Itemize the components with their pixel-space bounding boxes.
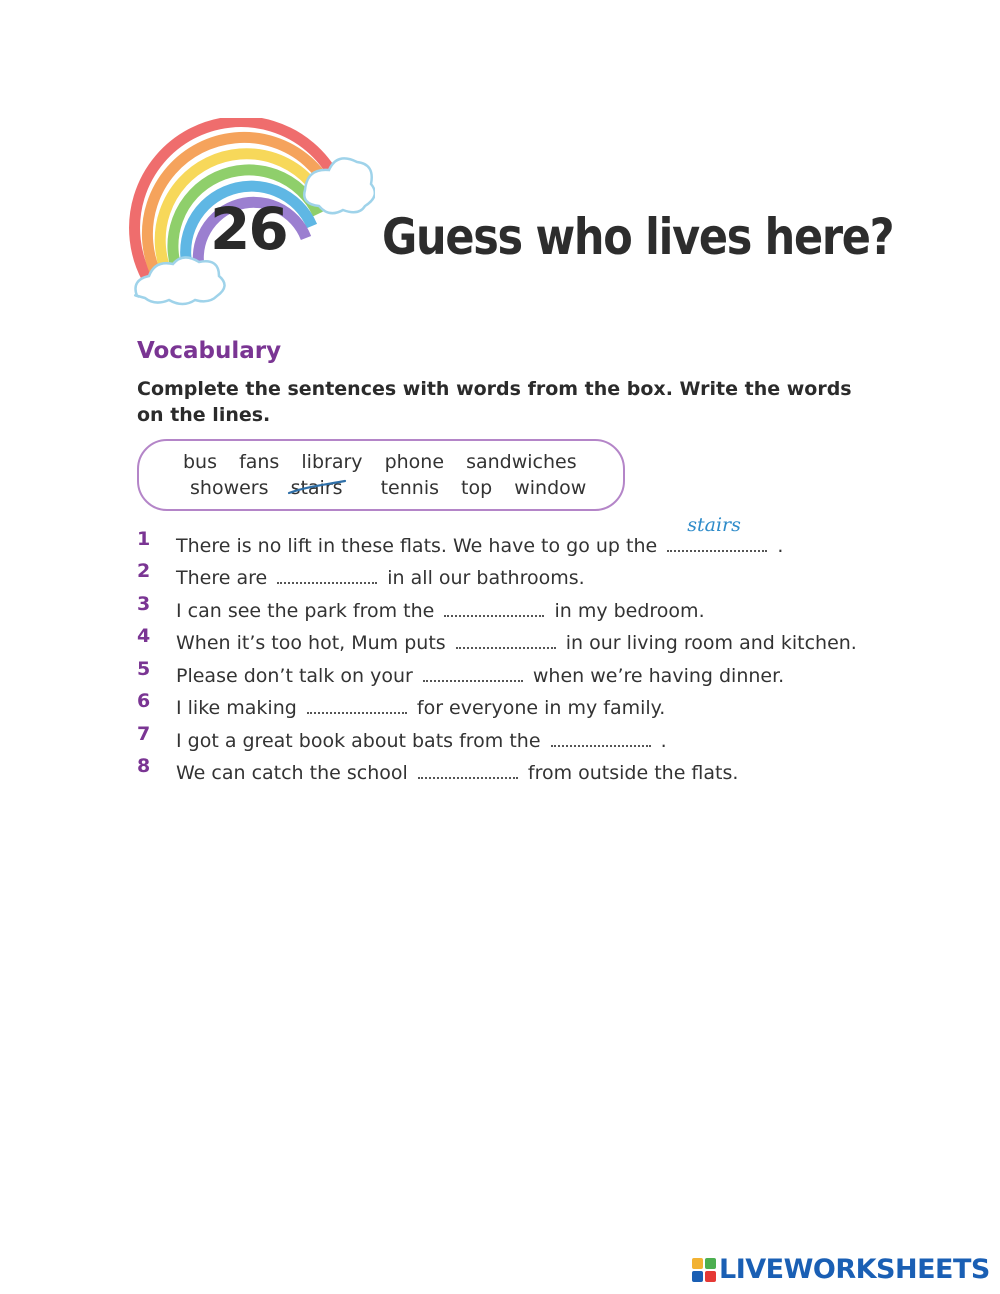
answer-blank[interactable] (423, 658, 523, 682)
word-stairs: stairs (290, 477, 343, 499)
item-number: 1 (137, 528, 151, 550)
answer-blank[interactable] (444, 593, 544, 617)
answer-blank[interactable] (667, 514, 767, 552)
sentence-after: in all our bathrooms. (387, 567, 585, 589)
item-number: 3 (137, 593, 151, 615)
answer-blank[interactable] (307, 690, 407, 714)
word-window: window (514, 477, 587, 499)
instructions: Complete the sentences with words from the box. Write the words on the lines. (137, 378, 852, 426)
word-tennis: tennis (380, 477, 439, 499)
sentence-before: We can catch the school (176, 762, 408, 784)
answer-blank[interactable] (277, 560, 377, 584)
item-number: 4 (137, 625, 151, 647)
section-heading: Vocabulary (137, 338, 282, 364)
sentence-after: from outside the flats. (527, 762, 739, 784)
sentence-after: . (777, 535, 784, 557)
sentence-after: when we’re having dinner. (532, 665, 785, 687)
sentence-before: When it’s too hot, Mum puts (176, 632, 446, 654)
word-bus: bus (183, 451, 218, 473)
sentence-before: There is no lift in these flats. We have to go up the (176, 535, 658, 557)
logo-text: LIVEWORKSHEETS (719, 1254, 990, 1285)
item-number: 2 (137, 560, 151, 582)
word-fans: fans (239, 451, 280, 473)
word-box (137, 439, 625, 511)
answer-blank[interactable] (418, 755, 518, 779)
item-number: 7 (137, 723, 151, 745)
word-sandwiches: sandwiches (466, 451, 577, 473)
word-phone: phone (384, 451, 445, 473)
sentence-after: in our living room and kitchen. (565, 632, 857, 654)
item-sentence (176, 560, 585, 589)
sentence-before: I like making (176, 697, 297, 719)
unit-number: 26 (210, 195, 287, 263)
sentence-before: Please don’t talk on your (176, 665, 413, 687)
sentence-before: I can see the park from the (176, 600, 435, 622)
item-sentence (176, 723, 667, 752)
word-showers: showers (190, 477, 269, 499)
strikethrough-mark (287, 479, 347, 499)
word-row (190, 477, 586, 499)
item-sentence (176, 755, 738, 784)
item-sentence (176, 514, 784, 557)
sentence-before: I got a great book about bats from the (176, 730, 541, 752)
item-number: 5 (137, 658, 151, 680)
word-top: top (461, 477, 493, 499)
page-title: Guess who lives here? (382, 208, 894, 266)
item-number: 8 (137, 755, 151, 777)
word-stairs-crossed (291, 477, 359, 499)
answer-blank[interactable] (456, 625, 556, 649)
word-library: library (301, 451, 363, 473)
item-sentence (176, 593, 705, 622)
sentence-before: There are (176, 567, 268, 589)
word-row (183, 451, 577, 473)
sentence-after: in my bedroom. (554, 600, 705, 622)
sentence-after: . (660, 730, 667, 752)
answer-blank[interactable] (551, 723, 651, 747)
item-number: 6 (137, 690, 151, 712)
item-sentence (176, 625, 857, 654)
item-sentence (176, 658, 784, 687)
logo-grid-icon (692, 1258, 716, 1282)
item-sentence (176, 690, 665, 719)
answer-text: stairs (687, 514, 741, 536)
sentence-after: for everyone in my family. (416, 697, 666, 719)
